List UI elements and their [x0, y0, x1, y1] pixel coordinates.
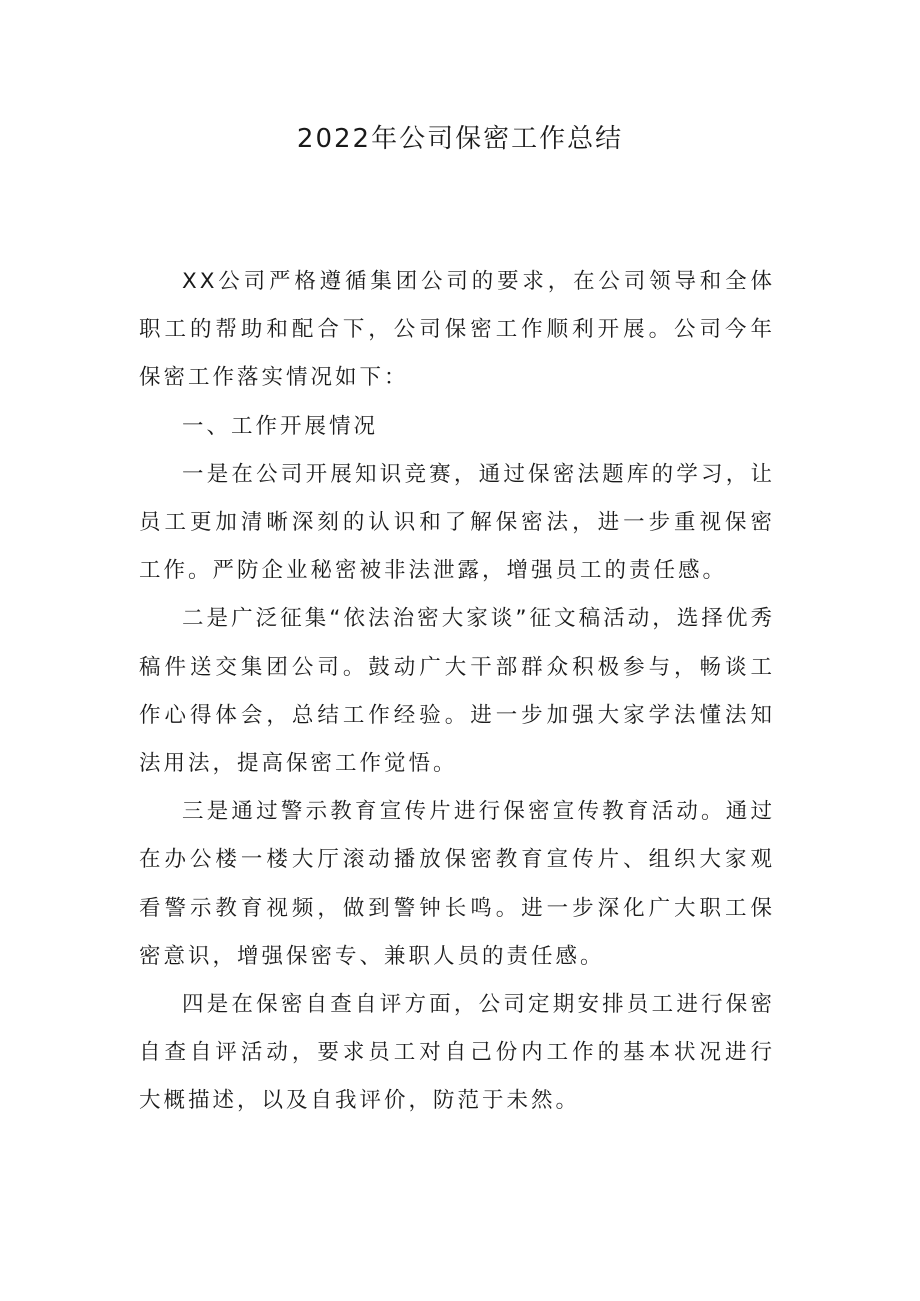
paragraph-item-2: 二是广泛征集“依法治密大家谈”征文稿活动，选择优秀稿件送交集团公司。鼓动广大干部群众积极参与，畅谈工作心得体会，总结工作经验。进一步加强大家学法懂法知法用法，提高保密工作觉悟。 [139, 606, 775, 777]
section-heading: 一、工作开展情况 [182, 413, 379, 439]
paragraph-item-3: 三是通过警示教育宣传片进行保密宣传教育活动。通过在办公楼一楼大厅滚动播放保密教育宣传片、组织大家观看警示教育视频，做到警钟长鸣。进一步深化广大职工保密意识，增强保密专、兼职人员的责任感。 [139, 799, 775, 969]
paragraph-item-1: 一是在公司开展知识竞赛，通过保密法题库的学习，让员工更加清晰深刻的认识和了解保密法，进一步重视保密工作。严防企业秘密被非法泄露，增强员工的责任感。 [139, 461, 775, 584]
paragraph-intro: XX公司严格遵循集团公司的要求，在公司领导和全体职工的帮助和配合下，公司保密工作顺利开展。公司今年保密工作落实情况如下： [139, 269, 775, 391]
document-title: 2022年公司保密工作总结 [296, 124, 624, 154]
paragraph-item-4: 四是在保密自查自评方面，公司定期安排员工进行保密自查自评活动，要求员工对自己份内工作的基本状况进行大概描述，以及自我评价，防范于未然。 [139, 992, 775, 1114]
document-body [139, 258, 775, 1126]
